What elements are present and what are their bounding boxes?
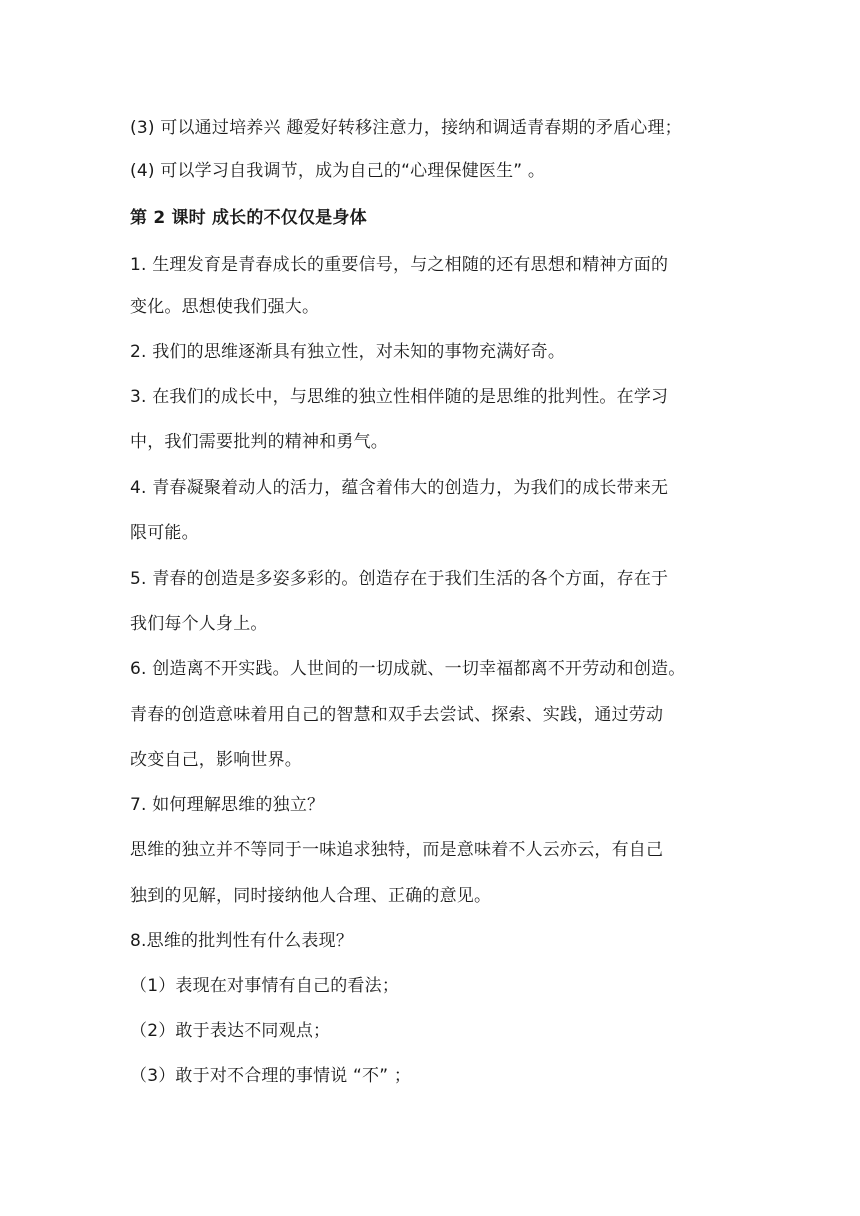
paragraph-6-line-3: 改变自己，影响世界。 [130, 750, 302, 770]
paragraph-5-line-2: 我们每个人身上。 [130, 614, 268, 634]
answer-8-item-1: （1）表现在对事情有自己的看法； [130, 976, 400, 996]
list-item-3: (3) 可以通过培养兴 趣爱好转移注意力，接纳和调适青春期的矛盾心理； [130, 118, 682, 138]
paragraph-6-line-2: 青春的创造意味着用自己的智慧和双手去尝试、探索、实践，通过劳动 [130, 705, 664, 725]
paragraph-4-line-2: 限可能。 [130, 523, 199, 543]
answer-8-item-2: （2）敢于表达不同观点； [130, 1021, 331, 1041]
question-7: 7. 如何理解思维的独立？ [130, 795, 325, 815]
question-8: 8.思维的批判性有什么表现？ [130, 931, 354, 951]
paragraph-2: 2. 我们的思维逐渐具有独立性，对未知的事物充满好奇。 [130, 342, 566, 362]
paragraph-3-line-1: 3. 在我们的成长中，与思维的独立性相伴随的是思维的批判性。在学习 [130, 387, 669, 407]
answer-8-item-3: （3）敢于对不合理的事情说 “不” ； [130, 1066, 412, 1086]
paragraph-4-line-1: 4. 青春凝聚着动人的活力，蕴含着伟大的创造力，为我们的成长带来无 [130, 478, 669, 498]
section-heading: 第 2 课时 成长的不仅仅是身体 [130, 208, 367, 228]
list-item-4: (4) 可以学习自我调节，成为自己的“心理保健医生” 。 [130, 161, 546, 181]
answer-7-line-1: 思维的独立并不等同于一味追求独特，而是意味着不人云亦云，有自己 [130, 840, 664, 860]
paragraph-5-line-1: 5. 青春的创造是多姿多彩的。创造存在于我们生活的各个方面，存在于 [130, 569, 669, 589]
paragraph-6-line-1: 6. 创造离不开实践。人世间的一切成就、一切幸福都离不开劳动和创造。 [130, 659, 686, 679]
paragraph-1-line-1: 1. 生理发育是青春成长的重要信号，与之相随的还有思想和精神方面的 [130, 255, 669, 275]
answer-7-line-2: 独到的见解，同时接纳他人合理、正确的意见。 [130, 886, 492, 906]
paragraph-3-line-2: 中，我们需要批判的精神和勇气。 [130, 432, 388, 452]
paragraph-1-line-2: 变化。思想使我们强大。 [130, 297, 320, 317]
